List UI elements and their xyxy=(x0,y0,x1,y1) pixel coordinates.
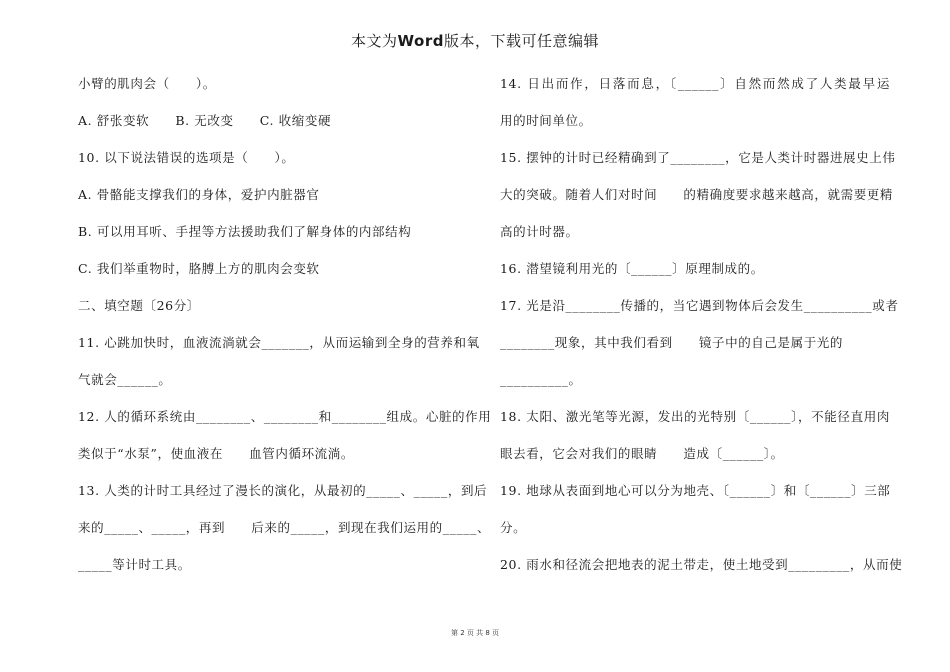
left-column xyxy=(78,70,492,588)
text-line: ________现象，其中我们看到 镜子中的自己是属于光的 xyxy=(500,335,844,350)
header-word: Word xyxy=(397,32,444,50)
text-line: 18. 太阳、激光笔等光源，发出的光特别〔______〕，不能径直用肉 xyxy=(500,409,890,424)
text-line: 20. 雨水和径流会把地表的泥土带走，使土地受到_________，从而使 xyxy=(500,557,903,572)
text-line: 小臂的肌肉会（ ）。 xyxy=(78,76,216,91)
header-prefix: 本文为 xyxy=(351,32,398,50)
document-header xyxy=(0,30,950,51)
text-line: 12. 人的循环系统由________、________和________组成。心脏的作用 xyxy=(78,409,492,424)
right-column xyxy=(500,70,903,588)
text-line: 14. 日出而作，日落而息，〔______〕自然而然成了人类最早运 xyxy=(500,76,890,91)
text-line: 眼去看，它会对我们的眼睛 造成〔______〕。 xyxy=(500,446,784,461)
text-line: 15. 摆钟的计时已经精确到了________，它是人类计时器进展史上伟 xyxy=(500,150,896,165)
text-line: 分。 xyxy=(500,520,527,535)
text-line: 11. 心跳加快时，血液流淌就会_______，从而运输到全身的营养和氧 xyxy=(78,335,480,350)
text-line: 类似于“水泵”，使血液在 血管内循环流淌。 xyxy=(78,446,354,461)
text-line: 17. 光是沿________传播的，当它遇到物体后会发生__________或者 xyxy=(500,298,899,313)
text-line: 高的计时器。 xyxy=(500,224,579,239)
text-line: B. 可以用耳听、手捏等方法援助我们了解身体的内部结构 xyxy=(78,224,412,239)
text-line: A. 骨骼能支撑我们的身体，爱护内脏器官 xyxy=(78,187,320,202)
text-line: C. 我们举重物时，胳膊上方的肌肉会变软 xyxy=(78,261,320,276)
text-line: 大的突破。随着人们对时间 的精确度要求越来越高，就需要更精 xyxy=(500,187,894,202)
text-line: 10. 以下说法错误的选项是（ ）。 xyxy=(78,150,295,165)
page-number: 第 2 页 共 8 页 xyxy=(450,629,500,637)
text-line: _____等计时工具。 xyxy=(78,557,191,572)
text-line: 13. 人类的计时工具经过了漫长的演化，从最初的_____、_____，到后 xyxy=(78,483,488,498)
section-heading: 二、填空题〔26分〕 xyxy=(78,298,200,313)
text-line: 16. 潜望镜利用光的〔______〕原理制成的。 xyxy=(500,261,764,276)
text-line: A. 舒张变软 B. 无改变 C. 收缩变硬 xyxy=(78,113,332,128)
text-line: 用的时间单位。 xyxy=(500,113,592,128)
text-line: 来的_____、_____，再到 后来的_____，到现在我们运用的_____、 xyxy=(78,520,491,535)
header-suffix: 版本，下载可任意编辑 xyxy=(443,32,599,50)
text-line: 19. 地球从表面到地心可以分为地壳、〔______〕和〔______〕三部 xyxy=(500,483,891,498)
text-line: 气就会______。 xyxy=(78,372,172,387)
text-line: __________。 xyxy=(500,372,582,387)
